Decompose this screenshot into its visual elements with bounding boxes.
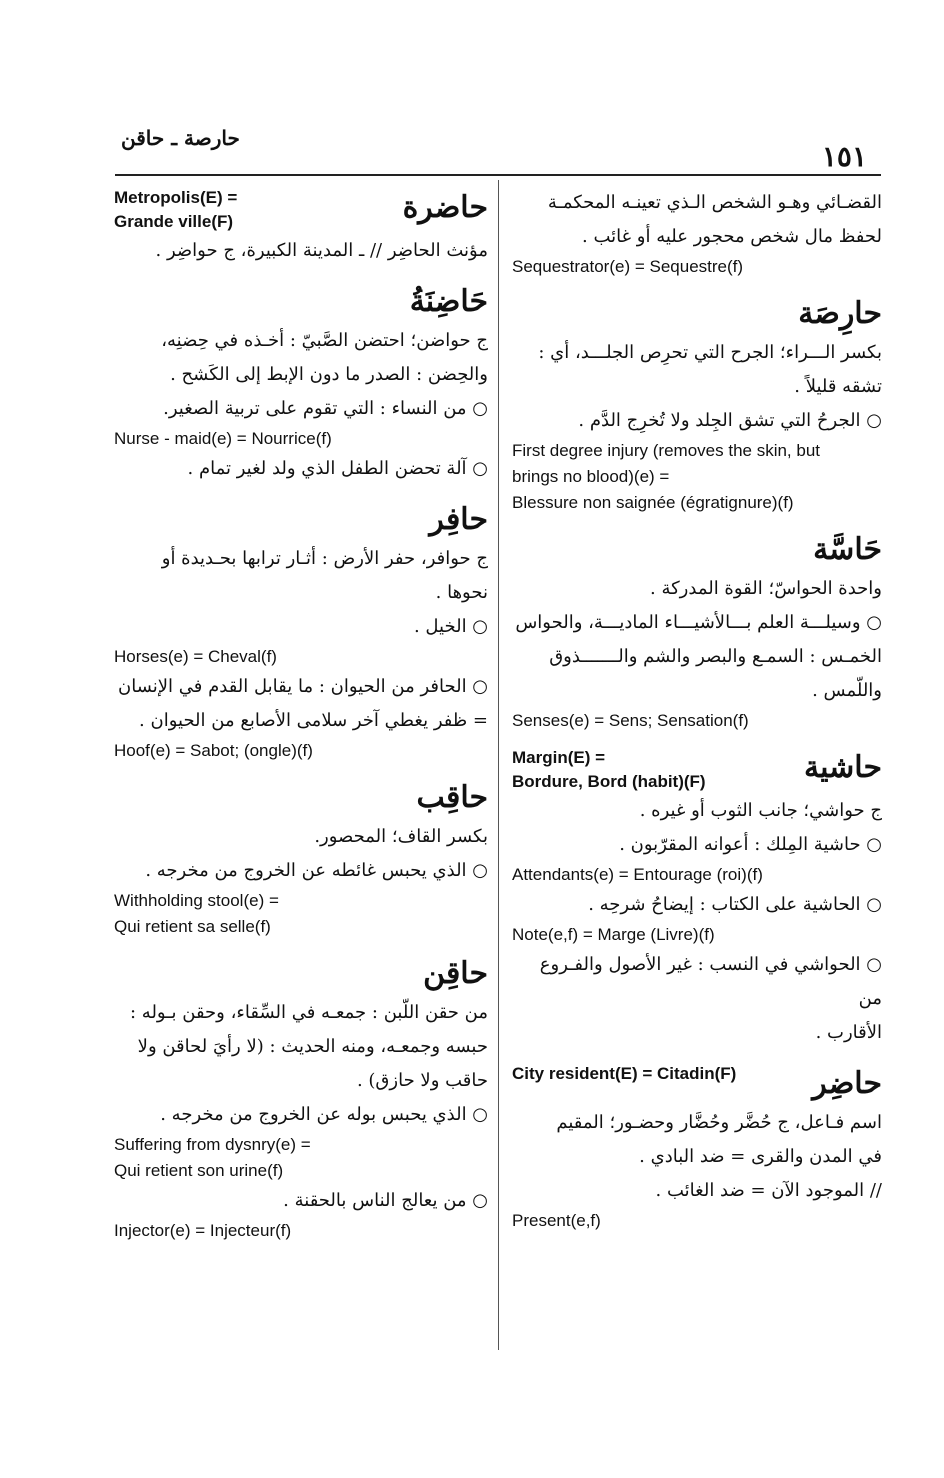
dictionary-entry: [114, 952, 488, 1244]
english-line: Blessure non saignée (égratignure)(f): [512, 493, 794, 512]
arabic-line: ○ الحواشي في النسب : غير الأصول والفـروع من: [539, 954, 882, 1009]
left-column: [114, 186, 488, 1256]
arabic-line: والحِضن : الصدر ما دون الإبط إلى الكَشح .: [170, 364, 488, 385]
english-line: Note(e,f) = Marge (Livre)(f): [512, 925, 715, 944]
arabic-line: الأقارب .: [815, 1022, 882, 1043]
entry-headword-row: [114, 186, 488, 234]
english-line: Horses(e) = Cheval(f): [114, 647, 277, 666]
equivalent-line: Margin(E) =: [512, 748, 606, 767]
running-head: حارصة ـ حاقن: [121, 126, 240, 150]
equivalent-block: [114, 186, 237, 234]
dictionary-entry: [114, 498, 488, 764]
headword: حَاسَّة: [813, 532, 882, 567]
arabic-line: نحوها .: [435, 582, 488, 603]
arabic-line: تشقه قليلاً .: [794, 376, 882, 397]
equivalent-block: [512, 746, 706, 794]
equivalent-line: Bordure, Bord (habit)(F): [512, 772, 706, 791]
english-line: Suffering from dysnry(e) =: [114, 1135, 311, 1154]
arabic-line: ○ الجرحُ التي تشق الجِلد ولا تُخرِج الدَّم .: [578, 410, 882, 431]
arabic-line: من حقن اللّبن : جمعـه في السِّقاء، وحقن بـوله :: [130, 1002, 488, 1023]
arabic-line: ○ حاشية المِلك : أعوانه المقرّبون .: [619, 834, 882, 855]
equivalent-line: Grande ville(F): [114, 212, 234, 231]
equivalent-line: City resident(E) = Citadin(F): [512, 1064, 737, 1083]
english-line: Nurse - maid(e) = Nourrice(f): [114, 429, 332, 448]
entry-headword-row: [512, 1062, 882, 1106]
english-line: Attendants(e) = Entourage (roi)(f): [512, 865, 763, 884]
dictionary-entry: [114, 186, 488, 268]
arabic-line: واحدة الحواسّ؛ القوة المدركة .: [650, 578, 882, 599]
arabic-line: في المدن والقرى = ضد البادي .: [639, 1146, 882, 1167]
english-line: First degree injury (removes the skin, but: [512, 441, 821, 460]
arabic-line: ○ من يعالج الناس بالحقنة .: [283, 1190, 488, 1211]
english-line: brings no blood)(e) =: [512, 467, 670, 486]
column-divider: [498, 180, 499, 1350]
dictionary-entry: [512, 528, 882, 734]
arabic-line: بكسر الـــراء؛ الجرح التي تحرِص الجلـــد، أي :: [538, 342, 882, 363]
dictionary-entry: [512, 186, 882, 280]
arabic-line: // الموجود الآن = ضد الغائب .: [655, 1180, 882, 1201]
arabic-line: بكسر القاف؛ المحصور.: [314, 826, 488, 847]
english-line: Qui retient son urine(f): [114, 1161, 284, 1180]
english-line: Injector(e) = Injecteur(f): [114, 1221, 292, 1240]
english-line: Withholding stool(e) =: [114, 891, 279, 910]
headword: حاشية: [804, 750, 882, 785]
arabic-line: = ظفر يغطي آخر سلامى الأصابع من الحيوان .: [139, 710, 488, 731]
headword: حارِصَة: [798, 296, 882, 331]
arabic-line: لحفظ مال شخص محجور عليه أو غائب .: [582, 226, 882, 247]
arabic-line: ○ وسيلـــة العلم بـــالأشيـــاء الماديـــة، والحواس: [515, 612, 882, 633]
headword: حاضِر: [812, 1066, 882, 1101]
arabic-line: حاقب ولا حازق) .: [356, 1070, 488, 1091]
arabic-line: ج حواضن؛ احتضن الصَّبيّ : أخـذه في حِضنِه،: [161, 330, 488, 351]
arabic-line: مؤنث الحاضِر // ـ المدينة الكبيرة، ج حواضِر .: [155, 240, 488, 261]
page-number: ١٥١: [821, 140, 867, 173]
english-line: Hoof(e) = Sabot; (ongle)(f): [114, 741, 313, 760]
right-column: [512, 186, 882, 1246]
page-header: [115, 118, 881, 176]
dictionary-entry: [512, 292, 882, 516]
headword: حاقِن: [423, 956, 488, 991]
arabic-line: حبسه وجمعـه، ومنه الحديث : (لا رأيَ لحاقن ولا: [137, 1036, 488, 1057]
arabic-line: ج حواشي؛ جانب الثوب أو غيره .: [639, 800, 882, 821]
arabic-line: ○ الخيل .: [413, 616, 488, 637]
headword: حافِر: [429, 502, 488, 537]
equivalent-line: Metropolis(E) =: [114, 188, 238, 207]
arabic-line: ○ الحاشية على الكتاب : إيضاحُ شرحِه .: [588, 894, 882, 915]
arabic-line: اسم فـاعل، ج حُضَّر وحُضَّار وحضـور؛ المقيم: [556, 1112, 882, 1133]
arabic-line: ○ الذي يحبس بوله عن الخروج من مخرجه .: [160, 1104, 488, 1125]
dictionary-entry: [114, 776, 488, 940]
headword: حاقِب: [416, 780, 488, 815]
headword: حاضرة: [402, 190, 488, 225]
english-line: Sequestrator(e) = Sequestre(f): [512, 257, 744, 276]
headword: حَاضِنَةُ: [409, 284, 488, 319]
arabic-line: واللّمس .: [812, 680, 882, 701]
english-line: Present(e,f): [512, 1211, 601, 1230]
equivalent-block: [512, 1062, 736, 1086]
english-line: Qui retient sa selle(f): [114, 917, 271, 936]
arabic-line: ○ الحافر من الحيوان : ما يقابل القدم في الإنسان: [118, 676, 488, 697]
dictionary-entry: [512, 1062, 882, 1234]
arabic-line: الخمـس : السمـع والبصر والشم والـــــــذوق: [549, 646, 882, 667]
dictionary-entry: [512, 746, 882, 1050]
arabic-line: ○ الذي يحبس غائطه عن الخروج من مخرجه .: [145, 860, 488, 881]
arabic-line: ج حوافر، حفر الأرض : أثـار ترابها بحـديدة أو: [161, 548, 488, 569]
arabic-line: القضـائي وهـو الشخص الـذي تعينـه المحكمـة: [547, 192, 882, 213]
dictionary-entry: [114, 280, 488, 486]
entry-headword-row: [512, 746, 882, 794]
arabic-line: ○ آلة تحضن الطفل الذي ولد لغير تمام .: [187, 458, 488, 479]
english-line: Senses(e) = Sens; Sensation(f): [512, 711, 749, 730]
arabic-line: ○ من النساء : التي تقوم على تربية الصغير.: [163, 398, 488, 419]
